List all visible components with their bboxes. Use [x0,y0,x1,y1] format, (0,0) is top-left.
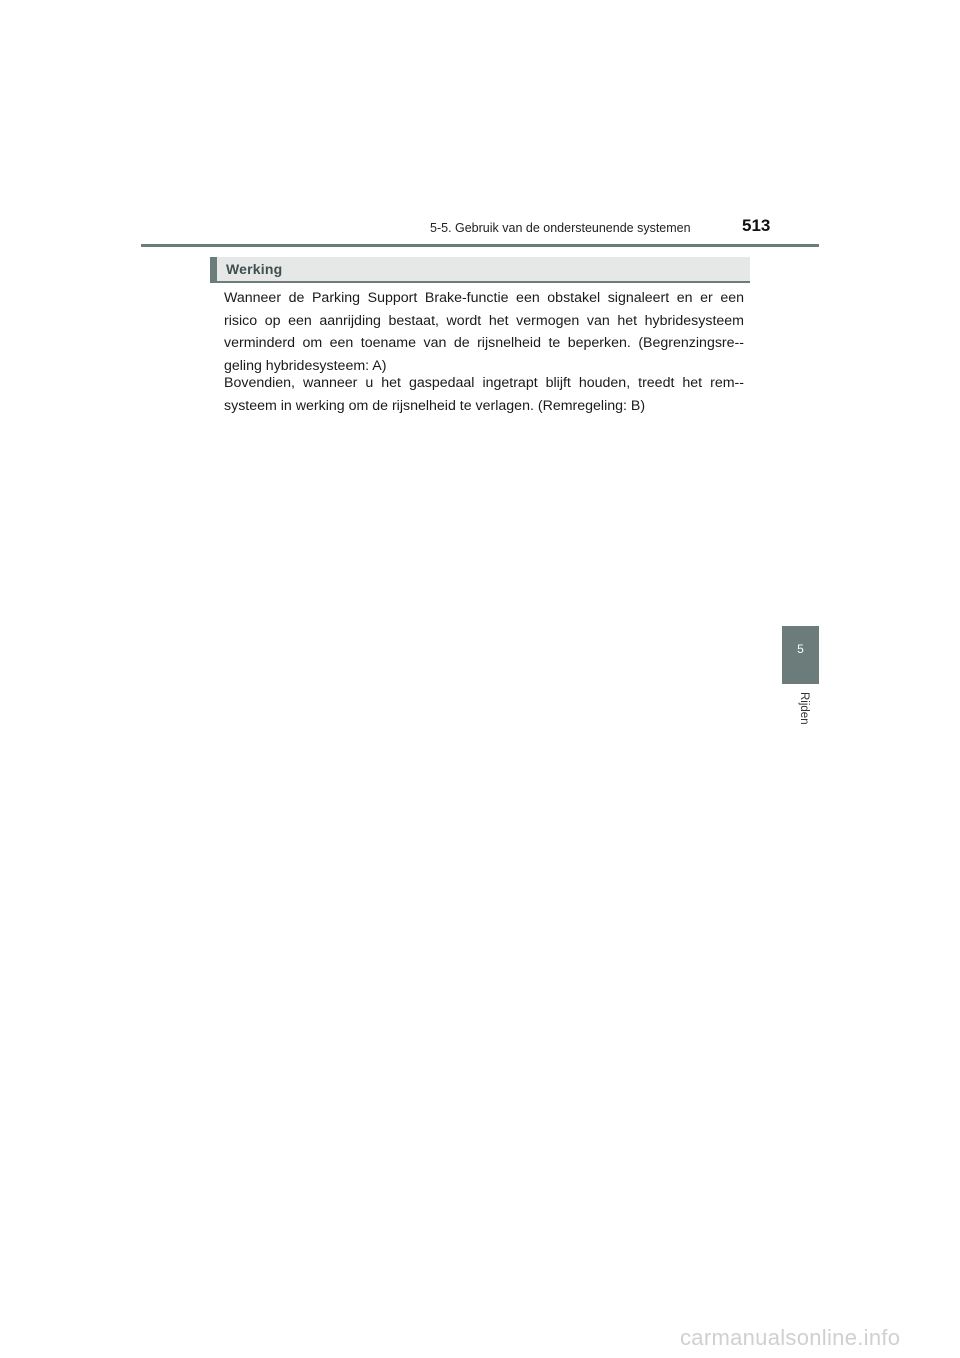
chapter-label: Rijden [798,692,810,725]
chapter-number: 5 [797,642,804,656]
body-paragraph-1: Wanneer de Parking Support Brake-functie een obstakel signaleert en er een risico op een aanrijding bestaat, wordt het vermogen van het hybridesysteem verminderd om een toename van de rijsnelheid te beperken. (Begrenzingsre-geling hybridesysteem: A) [224,290,744,375]
running-header-title: 5-5. Gebruik van de ondersteunende systemen [430,221,691,235]
watermark: carmanualsonline.info [680,1325,901,1350]
section-heading-bar [210,257,750,283]
header-divider [141,244,819,247]
section-accent-marker [210,257,217,283]
chapter-tab [782,626,819,684]
page-number: 513 [742,216,771,235]
section-heading: Werking [226,261,283,277]
body-paragraph-2: Bovendien, wanneer u het gaspedaal ingetrapt blijft houden, treedt het rem-systeem in werking om de rijsnelheid te verlagen. (Remregeling: B) [224,375,744,414]
